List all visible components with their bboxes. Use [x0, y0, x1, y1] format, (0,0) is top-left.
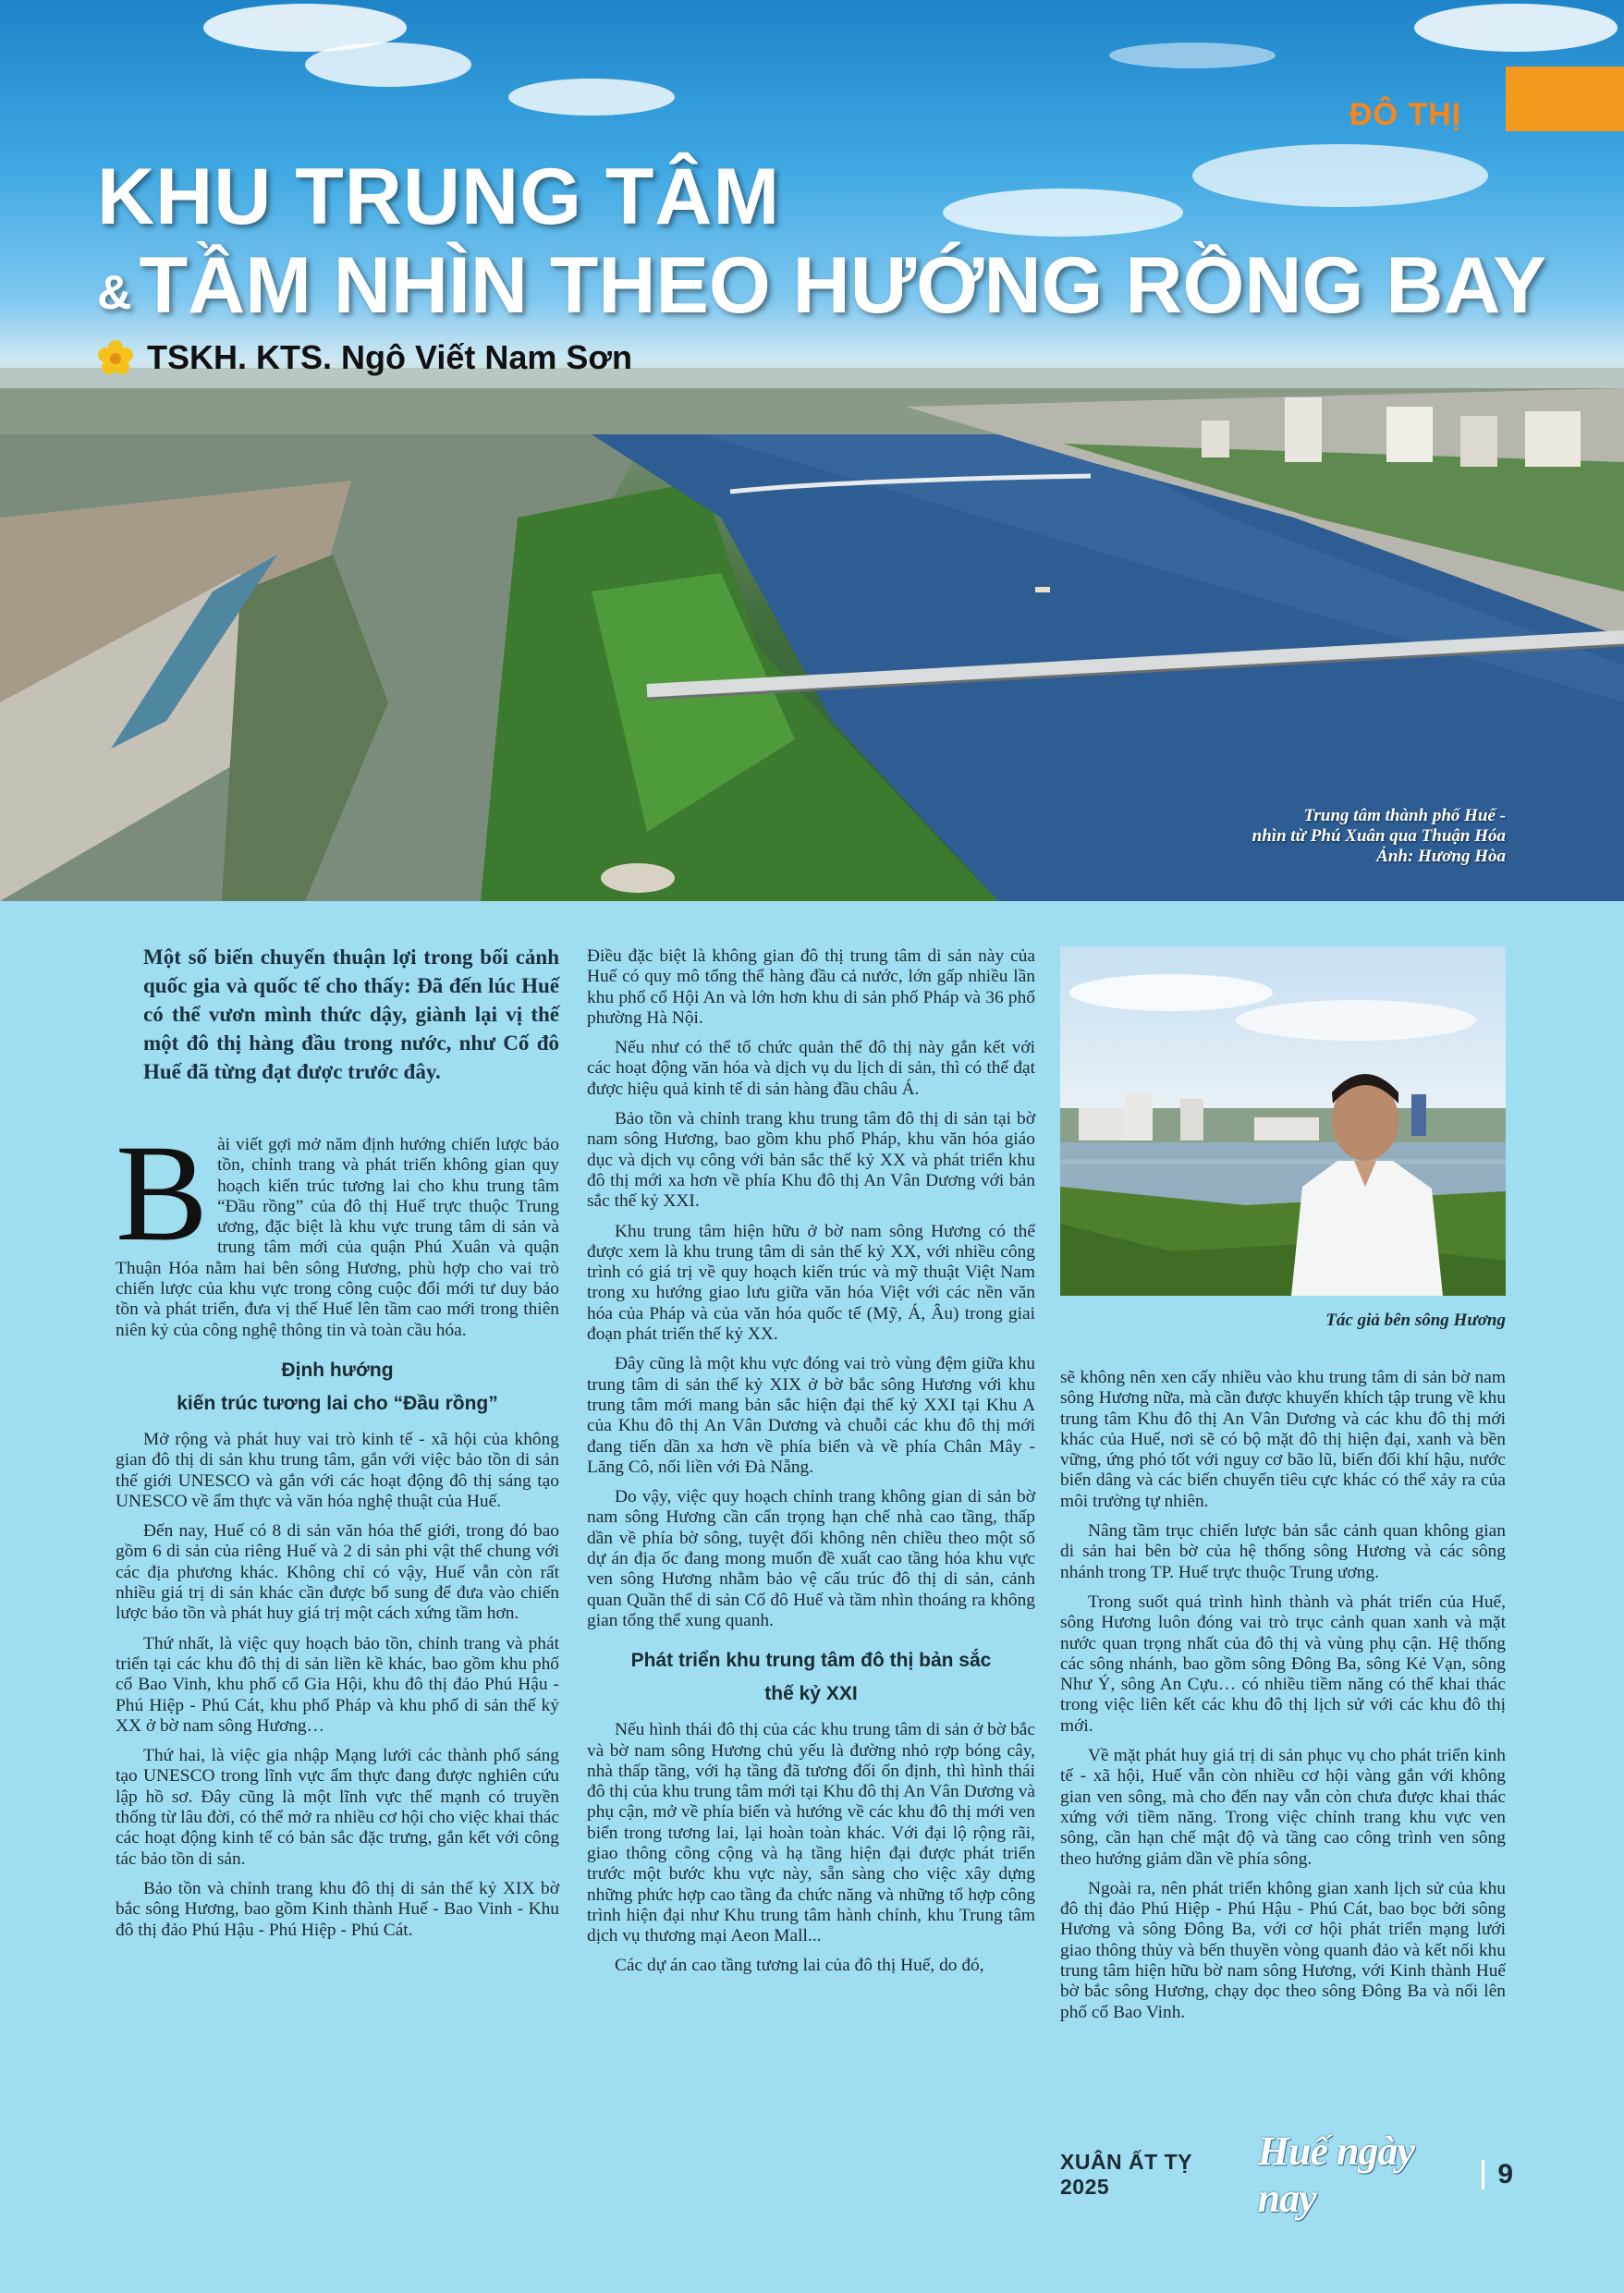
intro-paragraph [116, 1116, 559, 1341]
paragraph: Trong suốt quá trình hình thành và phát triển của Huế, sông Hương luôn đóng vai trò trục cảnh quan xanh và mặt nước quan trọng nhất của đô thị và vùng phụ cận. Hệ thống các sông nhánh, bao gồm sông Đông Ba, sông Kẻ Vạn, sông Như Ý, sông An Cựu… có nhiều tiềm năng có thể khai thác trong việc liên kết các khu đô thị lịch sử với các khu đô thị mới. [1060, 1592, 1506, 1736]
column-1 [116, 1116, 559, 1950]
paragraph: Đây cũng là một khu vực đóng vai trò vùng đệm giữa khu trung tâm di sản thế kỷ XIX ở bờ bắc sông Hương với khu trung tâm mới mang bản sắc hiện đại thế kỷ XXI tại Khu A của Khu đô thị An Vân Dương và chuỗi các khu đô thị mới đang tiến dần xa hơn về phía biển và về phía Chân Mây - Lăng Cô, nối liền với Đà Nẵng. [587, 1354, 1035, 1477]
caption-line-1: Trung tâm thành phố Huế - [1303, 806, 1506, 825]
title-line-1: KHU TRUNG TÂM [97, 152, 781, 241]
paragraph: Mở rộng và phát huy vai trò kinh tế - xã hội của không gian đô thị di sản khu trung tâm, gắn với việc bảo tồn di sản thế giới UNESCO và gắn với các hoạt động đô thị sáng tạo UNESCO về ẩm thực và văn hóa nghệ thuật của Huế. [116, 1429, 559, 1511]
caption-line-2: nhìn từ Phú Xuân qua Thuận Hóa [1252, 826, 1506, 846]
page-number: 9 [1497, 2159, 1513, 2189]
author-name: TSKH. KTS. Ngô Viết Nam Sơn [147, 338, 632, 376]
title-line-2 [97, 241, 1546, 330]
footer-divider [1482, 2160, 1484, 2189]
column-3 [1060, 1368, 1506, 2032]
paragraph: Nâng tầm trục chiến lược bản sắc cảnh quan không gian di sản hai bên bờ của hệ thống sông Hương và các sông nhánh trong TP. Huế trực thuộc Trung ương. [1060, 1521, 1506, 1582]
subhead-orientation [116, 1354, 559, 1421]
subhead-line-1: Phát triển khu trung tâm đô thị bản sắc [630, 1650, 992, 1672]
article-title [97, 152, 1546, 330]
section-label: ĐÔ THỊ [1349, 97, 1462, 132]
author-photo [1060, 946, 1506, 1296]
paragraph: Thứ hai, là việc gia nhập Mạng lưới các thành phố sáng tạo UNESCO trong lĩnh vực ẩm thực đang được nghiên cứu lập hồ sơ. Đây cũng là một lĩnh vực thế mạnh có truyền thống từ lâu đời, có thể mở ra nhiều cơ hội cho việc khai thác các hoạt động kinh tế có bản sắc đặc trưng, gắn kết với công tác bảo tồn di sản. [116, 1746, 559, 1869]
hero-photo [0, 0, 1624, 901]
title-ampersand: & [97, 266, 132, 320]
title-line-2-text: TẦM NHÌN THEO HƯỚNG RỒNG BAY [139, 241, 1546, 330]
subhead-line-2: kiến trúc tương lai cho “Đầu rồng” [177, 1392, 498, 1414]
subhead-line-1: Định hướng [281, 1359, 394, 1381]
caption-line-3: Ảnh: Hương Hòa [1376, 847, 1506, 866]
drop-cap: B [116, 1116, 209, 1270]
byline [97, 338, 632, 377]
paragraph: Bảo tồn và chỉnh trang khu trung tâm đô thị di sản tại bờ nam sông Hương, bao gồm khu phố Pháp, khu văn hóa giáo dục và dịch vụ công với bản sắc thế kỷ XX và phát triển khu đô thị mới xa hơn về phía Khu đô thị An Vân Dương với bản sắc thế kỷ XXI. [587, 1109, 1035, 1212]
paragraph: Nếu như có thể tổ chức quản thể đô thị này gắn kết với các hoạt động văn hóa và dịch vụ du lịch di sản, thì có thể đạt được hiệu quả kinh tế di sản hàng đầu châu Á. [587, 1038, 1035, 1099]
paragraph: Điều đặc biệt là không gian đô thị trung tâm di sản này của Huế có quy mô tổng thể hàng đầu cả nước, lớn gấp nhiều lần khu phố cổ Hội An và lớn hơn khu di sản phố Pháp và 36 phố phường Hà Nội. [587, 946, 1035, 1028]
author-by-river-photo [1060, 946, 1506, 1296]
paragraph: Các dự án cao tầng tương lai của đô thị Huế, do đó, [615, 1956, 984, 1976]
subhead-line-2: thế kỷ XXI [764, 1683, 858, 1705]
paragraph: Bảo tồn và chỉnh trang khu đô thị di sản thế kỷ XIX bờ bắc sông Hương, bao gồm Kinh thành Huế - Bao Vinh - Khu đô thị đảo Phú Hậu - Phú Hiệp - Phú Cát. [116, 1878, 559, 1940]
hero-photo-caption [1252, 806, 1506, 867]
paragraph: Ngoài ra, nên phát triển không gian xanh lịch sử của khu đô thị đảo Phú Hiệp - Phú Hậu - Phú Cát, bao bọc bởi sông Hương và sông Đông Ba, với cơ hội phát triển mạng lưới giao thông thủy và bến thuyền vòng quanh đảo và kết nối khu trung tâm hiện hữu bờ nam sông Hương, với Kinh thành Huế bờ bắc sông Hương, chạy dọc theo sông Đông Ba và nối lên phố cổ Bao Vinh. [1060, 1878, 1506, 2022]
paragraph: Đến nay, Huế có 8 di sản văn hóa thế giới, trong đó bao gồm 6 di sản của riêng Huế và 2 di sản phi vật thể chung với các địa phương khác. Không chỉ có vậy, Huế vẫn còn rất nhiều giá trị di sản khác cần được bổ sung để đưa vào chiến lược bảo tồn và phát huy giá trị một cách xứng tầm hơn. [116, 1521, 559, 1624]
lead-paragraph: Một số biến chuyển thuận lợi trong bối cảnh quốc gia và quốc tế cho thấy: Đã đến lúc Huế có thể vươn mình thức dậy, giành lại vị thế một đô thị hàng đầu trong nước, như Cố đô Huế đã từng đạt được trước đây. [143, 945, 559, 1083]
page-footer [1060, 2128, 1513, 2221]
paragraph: Thứ nhất, là việc quy hoạch bảo tồn, chỉnh trang và phát triển tại các khu đô thị di sản liền kề khác, bao gồm khu phố cổ Bao Vinh, khu phố cổ Gia Hội, khu đô thị đảo Phú Hậu - Phú Hiệp - Phú Cát, khu phố Pháp và khu phố di sản thế kỷ XX ở bờ nam sông Hương… [116, 1633, 559, 1736]
paragraph: Về mặt phát huy giá trị di sản phục vụ cho phát triển kinh tế - xã hội, Huế vẫn còn nhiều cơ hội vàng gắn với không gian ven sông, mà cho đến nay vẫn còn chưa được khai thác xứng với tiềm năng. Trong việc chỉnh trang khu vực ven sông, cần hạn chế mật độ và tầng cao công trình ven sông theo hướng giảm dần về phía sông. [1060, 1746, 1506, 1869]
column-2 [587, 946, 1035, 1986]
section-tab [1506, 67, 1624, 131]
subhead-development [587, 1644, 1035, 1711]
flower-icon [97, 339, 134, 376]
paragraph: sẽ không nên xen cấy nhiều vào khu trung tâm di sản bờ nam sông Hương nữa, mà cần được khuyến khích tập trung về khu trung tâm Khu đô thị An Vân Dương và các khu đô thị mới khác của Huế, nơi sẽ có bộ mặt đô thị hiện đại, xanh và bền vững, ứng phó tốt với nguy cơ bão lũ, biến đổi khí hậu, nước biển dâng và các biến chuyển tiêu cực khác có thể xảy ra của môi trường tự nhiên. [1060, 1368, 1506, 1511]
paragraph: Khu trung tâm hiện hữu ở bờ nam sông Hương có thể được xem là khu trung tâm di sản thế kỷ XX, với nhiều công trình có giá trị về quy hoạch kiến trúc và mỹ thuật Việt Nam trong xu hướng giao lưu giữa văn hóa Việt với các nền văn hóa của Pháp và của văn hóa quốc tế (Mỹ, Á, Âu) trong giai đoạn phát triển thế kỷ XX. [587, 1221, 1035, 1345]
issue-label: XUÂN ẤT TỴ 2025 [1060, 2150, 1192, 2199]
intro-text: ài viết gợi mở năm định hướng chiến lược bảo tồn, chỉnh trang và phát triển không gian quy hoạch kiến trúc tương lai cho khu trung tâm “Đầu rồng” của đô thị Huế trực thuộc Trung ương, đặc biệt là khu vực trung tâm di sản và trung tâm mới của quận Phú Xuân và quận Thuận Hóa nằm hai bên sông Hương, phù hợp cho vai trò chiến lược của khu vực trong công cuộc đổi mới tư duy bảo tồn và phát triển, đưa vị thế Huế lên tầm cao mới trong thiên niên kỷ của công nghệ thông tin và toàn cầu hóa. [116, 1135, 559, 1340]
paragraph: Do vậy, việc quy hoạch chỉnh trang không gian di sản bờ nam sông Hương cần cẩn trọng hạn chế nhà cao tầng, thấp dần về phía bờ sông, tuyệt đối không nên chiều theo một số dự án địa ốc đang mong muốn đề xuất cao tầng hóa khu vực ven sông Hương nhằm bảo vệ cấu trúc đô thị di sản, cảnh quan Quần thể di sản Cố đô Huế và tầm nhìn thoáng ra không gian tổng thể xung quanh. [587, 1487, 1035, 1630]
paragraph: Nếu hình thái đô thị của các khu trung tâm di sản ở bờ bắc và bờ nam sông Hương chủ yếu là đường nhỏ rợp bóng cây, nhà thấp tầng, với hạ tầng đã tương đối ổn định, thì hình thái đô thị của khu trung tâm mới tại Khu đô thị An Vân Dương và phụ cận, mở về phía biển và hướng về các khu đô thị mới ven biển trong tương lai, lại hoàn toàn khác. Với đại lộ rộng rãi, giao thông công cộng và hạ tầng hiện đại được phát triển trước một bước khu vực này, sẵn sàng cho việc xây dựng những phức hợp cao tầng đa chức năng và những tổ hợp công trình hiện đại như Khu trung tâm hành chính, khu Trung tâm dịch vụ thương mại Aeon Mall... [587, 1720, 1035, 1946]
magazine-logo: Huế ngày nay [1257, 2128, 1414, 2221]
aerial-city-river-photo [0, 0, 1624, 901]
author-photo-caption: Tác giả bên sông Hương [1325, 1311, 1506, 1330]
